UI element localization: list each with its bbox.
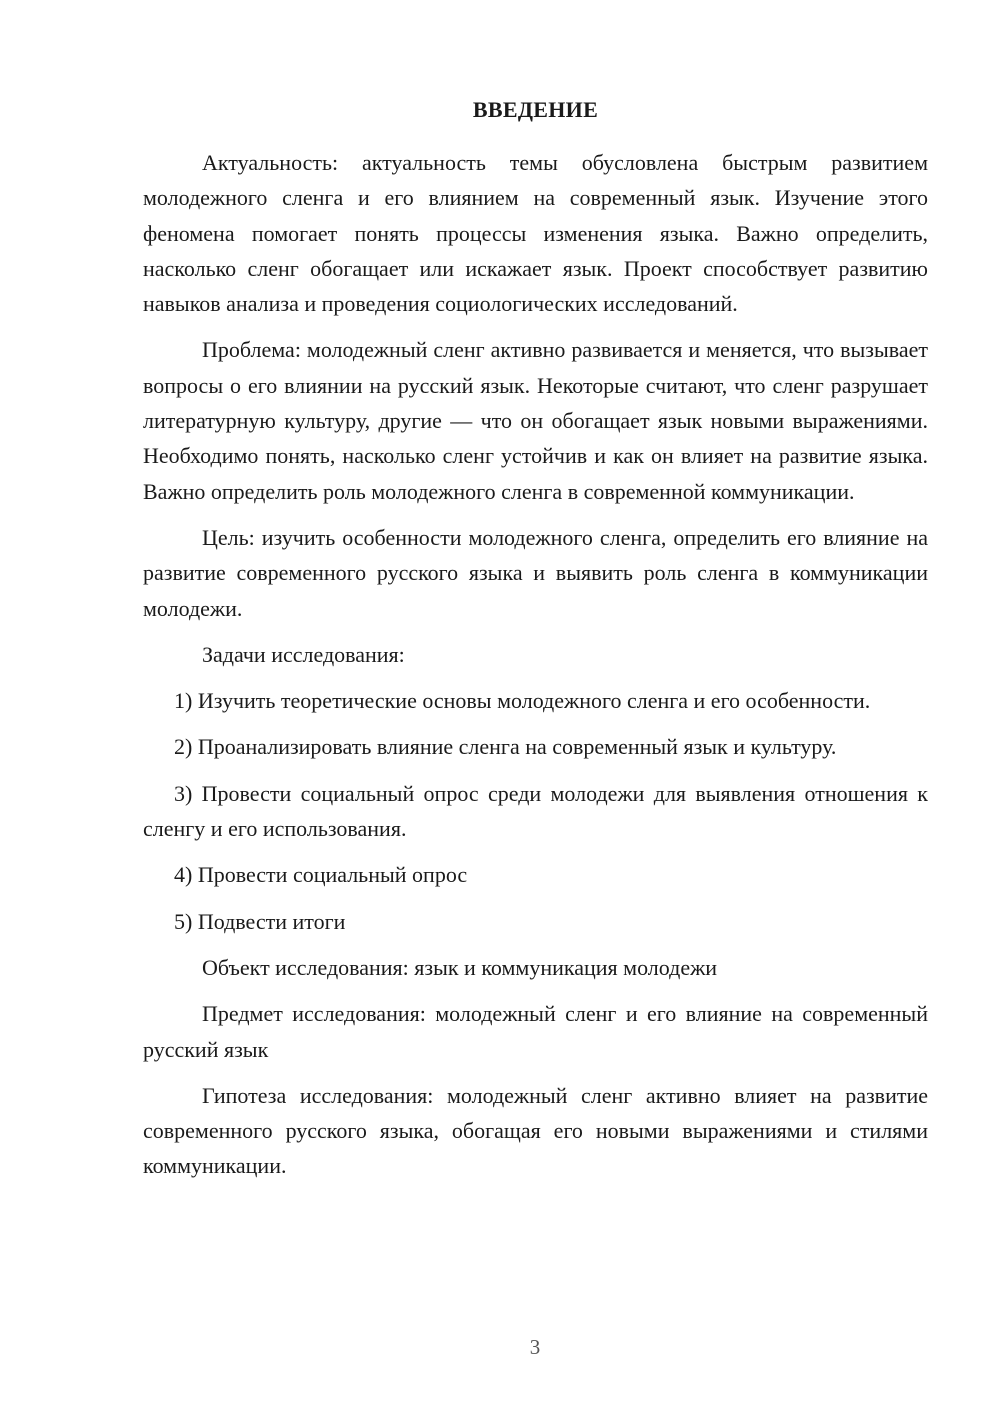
problem-paragraph: Проблема: молодежный сленг активно развивается и меняется, что вызывает вопросы о его влиянии на русский язык. Некоторые считают, что сленг разрушает литературную культуру, другие — что он обогащает язык новыми выражениями. Необходимо понять, насколько сленг устойчив и как он влияет на развитие языка. Важно определить роль молодежного сленга в современной коммуникации. — [143, 337, 928, 504]
object-paragraph: Объект исследования: язык и коммуникация молодежи — [202, 954, 718, 980]
document-body — [143, 96, 928, 1195]
section-title: ВВЕДЕНИЕ — [472, 97, 599, 122]
task-item-4: 4) Провести социальный опрос — [174, 862, 468, 888]
hypothesis-paragraph: Гипотеза исследования: молодежный сленг активно влияет на развитие современного русского языка, обогащая его новыми выражениями и стилями коммуникации. — [143, 1082, 928, 1179]
subject-paragraph: Предмет исследования: молодежный сленг и его влияние на современный русский язык — [143, 1001, 928, 1062]
page-number: 3 — [529, 1335, 541, 1359]
relevance-paragraph: Актуальность: актуальность темы обусловлена быстрым развитием молодежного сленга и его влиянием на современный язык. Изучение этого феномена помогает понять процессы изменения языка. Важно определить, насколько сленг обогащает или искажает язык. Проект способствует развитию навыков анализа и проведения социологических исследований. — [143, 150, 928, 317]
task-item-3: 3) Провести социальный опрос среди молодежи для выявления отношения к сленгу и его использования. — [143, 780, 928, 842]
task-item-2: 2) Проанализировать влияние сленга на современный язык и культуру. — [174, 734, 837, 760]
task-item-5: 5) Подвести итоги — [174, 908, 346, 934]
tasks-heading: Задачи исследования: — [202, 641, 405, 667]
goal-paragraph: Цель: изучить особенности молодежного сленга, определить его влияние на развитие современного русского языка и выявить роль сленга в коммуникации молодежи. — [143, 524, 928, 621]
task-item-1: 1) Изучить теоретические основы молодежного сленга и его особенности. — [174, 688, 871, 714]
